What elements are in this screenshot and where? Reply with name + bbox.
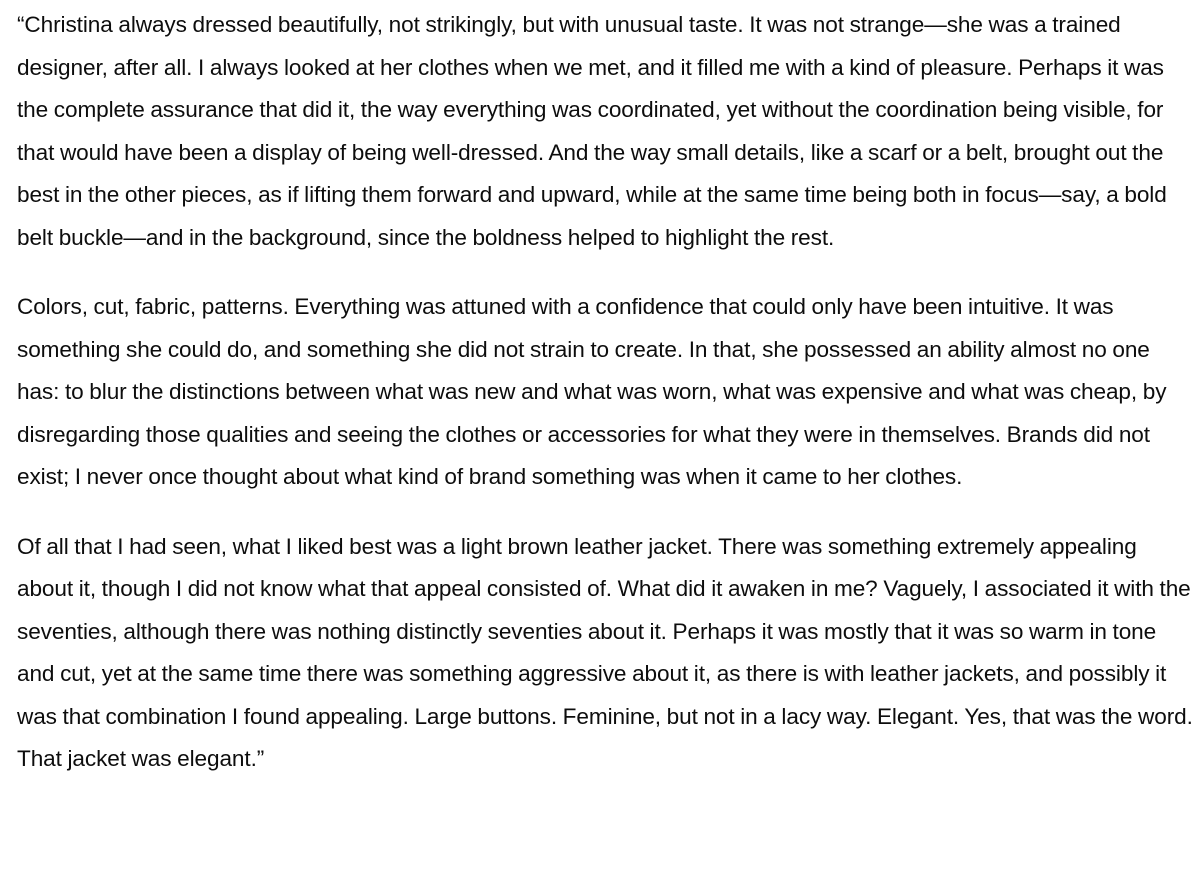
paragraph-2: Colors, cut, fabric, patterns. Everything was attuned with a confidence that could only have been intuitive. It was something she could do, and something she did not strain to create. In that, she possessed an ability almost no one has: to blur the distinctions between what was new and what was worn, what was expensive and what was cheap, by disregarding those qualities and seeing the clothes or accessories for what they were in themselves. Brands did not exist; I never once thought about what kind of brand something was when it came to her clothes. [17,294,1167,489]
paragraph-1: “Christina always dressed beautifully, not strikingly, but with unusual taste. It was not strange—she was a trained designer, after all. I always looked at her clothes when we met, and it filled me with a kind of pleasure. Perhaps it was the complete assurance that did it, the way everything was coordinated, yet without the coordination being visible, for that would have been a display of being well-dressed. And the way small details, like a scarf or a belt, brought out the best in the other pieces, as if lifting them forward and upward, while at the same time being both in focus—say, a bold belt buckle—and in the background, since the boldness helped to highlight the rest. [17,12,1167,250]
paragraph-3: Of all that I had seen, what I liked best was a light brown leather jacket. There was something extremely appealing about it, though I did not know what that appeal consisted of. What did it awaken in me? Vaguely, I associated it with the seventies, although there was nothing distinctly seventies about it. Perhaps it was mostly that it was so warm in tone and cut, yet at the same time there was something aggressive about it, as there is with leather jackets, and possibly it was that combination I found appealing. Large buttons. Feminine, but not in a lacy way. Elegant. Yes, that was the word. That jacket was elegant.” [17,533,1193,771]
